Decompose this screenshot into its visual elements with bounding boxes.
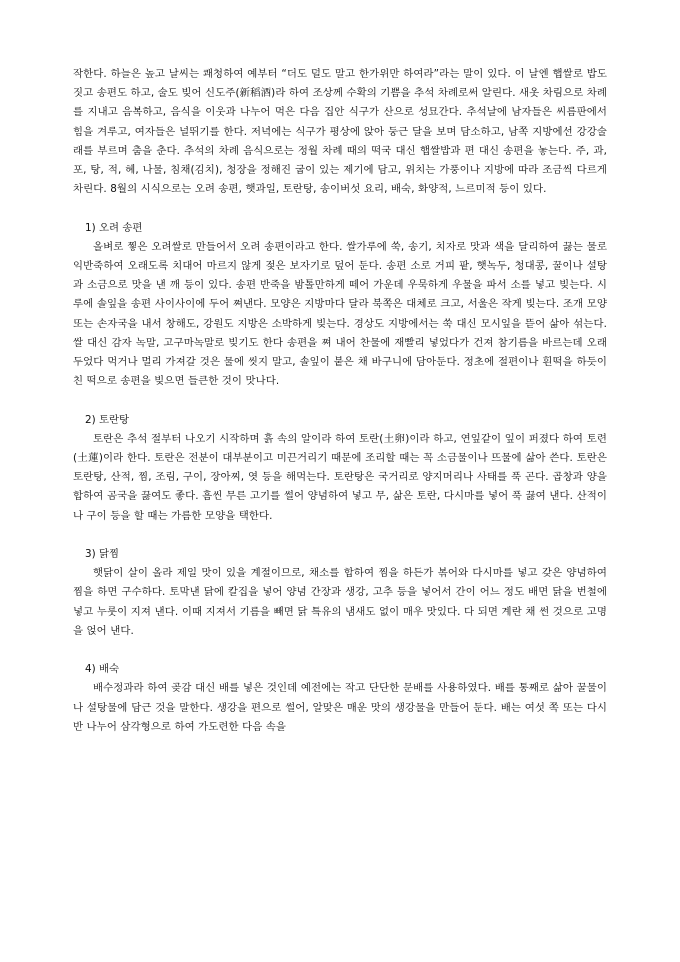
section-baesuk <box>73 660 607 737</box>
section-body: 토란은 추석 절부터 나오기 시작하며 흙 속의 알이라 하여 토란(土卵)이라 하고, 연잎같이 잎이 퍼졌다 하여 토련(土蓮)이라 한다. 토란은 전분이 대부분이고 미끈거리기 때문에 조리할 때는 꼭 소금물이나 뜨물에 삶아 쓴다. 토란은 토란탕, 산적, 찜, 조림, 구이, 장아찌, 엿 등을 해먹는다. 토란탕은 국거리로 양지머리나 사태를 푹 곤다. 곱창과 양을 합하여 곰국을 끓여도 좋다. 흠씬 무른 고기를 썰어 양념하여 넣고 무, 삶은 토란, 다시마를 넣어 푹 끓여 낸다. 산적이나 구이 등을 할 때는 가름한 모양을 택한다. <box>73 432 607 522</box>
section-body: 배수정과라 하여 곶감 대신 배를 넣은 것인데 예전에는 작고 단단한 문배를 사용하였다. 배를 통째로 삶아 꿀물이나 설탕물에 담근 것을 말한다. 생강을 편으로 썰어, 알맞은 매운 맛의 생강물을 만들어 둔다. 배는 여섯 쪽 또는 다시 반 나누어 삼각형으로 하여 가도련한 다음 속을 <box>73 682 607 733</box>
section-body: 햇닭이 살이 올라 제일 맛이 있을 계절이므로, 채소를 합하여 찜을 하든가 볶어와 다시마를 넣고 갖은 양념하여 찜을 하면 구수하다. 토막낸 닭에 칼집을 넣어 양념 간장과 생강, 고추 등을 넣어서 간이 어느 정도 배면 닭을 번철에 넣고 누룻이 지져 낸다. 이때 지져서 기름을 빼면 닭 특유의 냄새도 없이 매우 맛있다. 다 되면 계란 채 썬 것으로 고명을 얹어 낸다. <box>73 567 607 637</box>
section-heading: 2) 토란탕 <box>85 413 130 426</box>
section-songpyeon <box>73 219 607 392</box>
section-body: 올벼로 찧은 오려쌀로 만들어서 오려 송편이라고 한다. 쌀가루에 쑥, 송기, 치자로 맛과 색을 달리하여 끓는 물로 익반죽하여 오래도록 치대어 마르지 않게 젖은 보자기로 덮어 둔다. 송편 소로 거피 팥, 햇녹두, 청대콩, 꿀이나 설탕과 소금으로 맛을 낸 깨 등이 있다. 송편 반죽을 밤톨만하게 떼어 가운데 우묵하게 우물을 파서 소를 넣고 빚는다. 시루에 솔잎을 송편 사이사이에 두어 쪄낸다. 모양은 지방마다 달라 북쪽은 대체로 크고, 서울은 작게 빚는다. 조개 모양 또는 손자국을 내서 창해도, 강원도 지방은 소박하게 빚는다. 경상도 지방에서는 쑥 대신 모시잎을 뜯어 삶아 섞는다. 쌀 대신 감자 녹말, 고구마녹말로 빚기도 한다 송편을 쪄 내어 찬물에 재빨리 넣었다가 건져 참기름을 바르는데 오래 두었다 먹거나 멀리 가져갈 것은 물에 씻지 말고, 솔잎이 붙은 채 바구니에 담아둔다. 정초에 절편이나 흰떡을 하듯이 친 떡으로 송편을 빚으면 들큰한 것이 맛나다. <box>73 240 607 388</box>
section-heading: 1) 오려 송편 <box>85 221 143 234</box>
section-heading: 4) 배숙 <box>85 663 120 676</box>
section-toran-soup <box>73 411 607 526</box>
intro-paragraph: 작한다. 하늘은 높고 날씨는 쾌청하여 예부터 “더도 덜도 말고 한가위만 하여라”라는 말이 있다. 이 날엔 햅쌀로 밥도 짓고 송편도 하고, 술도 빚어 신도주(新稻酒)라 하여 조상께 수확의 기쁨을 추석 차례로써 알린다. 새옷 차림으로 차례를 지내고 음복하고, 음식을 이웃과 나누어 먹은 다음 집안 식구가 산으로 성묘간다. 추석날에 남자들은 씨름판에서 힘을 겨루고, 여자들은 널뛰기를 한다. 저녁에는 식구가 평상에 앉아 둥근 달을 보며 담소하고, 남쪽 지방에선 강강술래를 부르며 춤을 춘다. 추석의 차례 음식으로는 정월 차례 때의 떡국 대신 햅쌀밥과 편 대신 송편을 놓는다. 주, 과, 포, 탕, 적, 혜, 나물, 침채(김치), 청장을 정해진 굽이 있는 제기에 담고, 위치는 가풍이나 지방에 따라 조금씩 다르게 차린다. 8월의 시식으로는 오려 송편, 햇과일, 토란탕, 송이버섯 요리, 배숙, 화양적, 느르미적 등이 있다. <box>73 68 607 196</box>
document-page <box>73 65 607 737</box>
section-heading: 3) 닭찜 <box>85 548 120 561</box>
section-braised-chicken <box>73 545 607 641</box>
